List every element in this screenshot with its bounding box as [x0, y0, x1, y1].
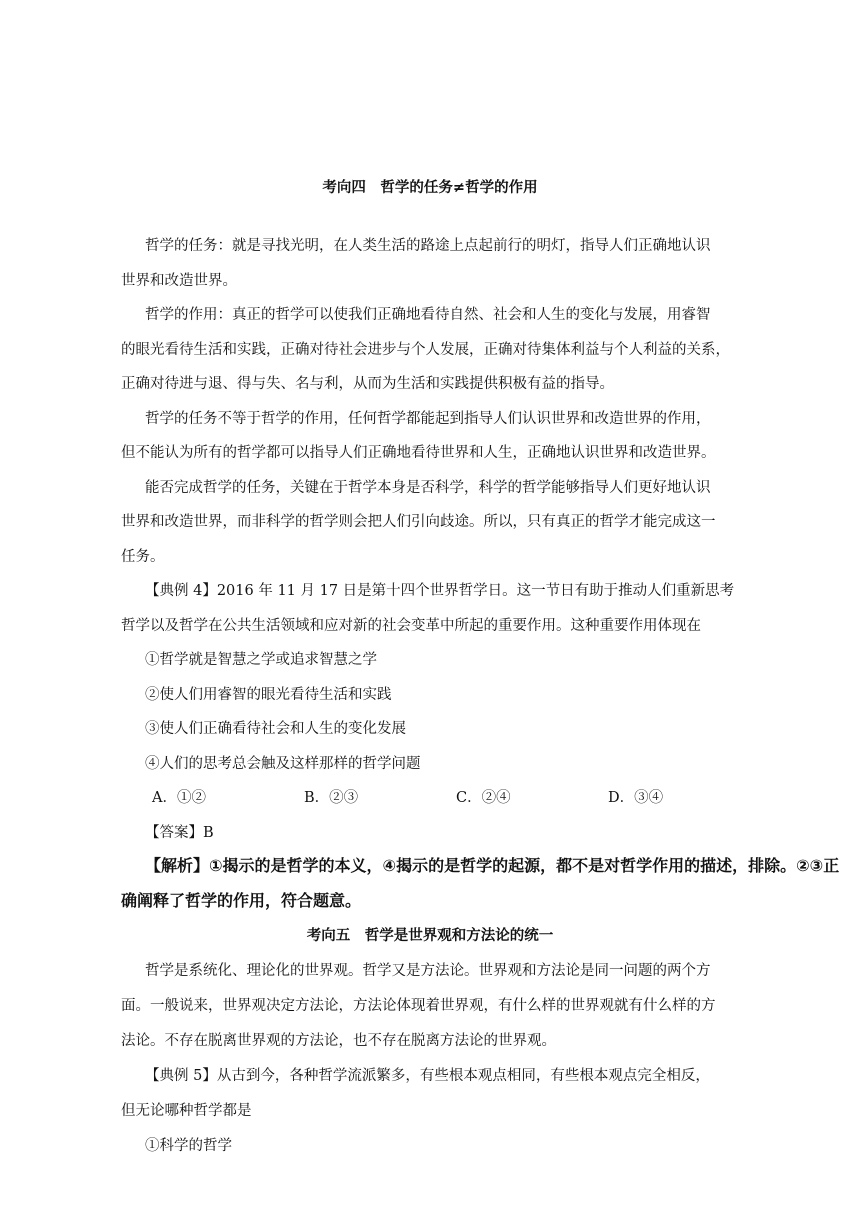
example-5-stem-line-1: 【典例 5】从古到今，各种哲学流派繁多，有些根本观点相同，有些根本观点完全相反， [145, 1068, 710, 1084]
section-4-heading: 考向四 哲学的任务≠哲学的作用 [322, 180, 538, 196]
example-4-option-c: C．②④ [456, 790, 511, 806]
para-complete-line-2: 世界和改造世界，而非科学的哲学则会把人们引向歧途。所以，只有真正的哲学才能完成这一 [121, 514, 716, 530]
para-role-line-1: 哲学的作用：真正的哲学可以使我们正确地看待自然、社会和人生的变化与发展，用睿智 [145, 307, 711, 323]
para-not-equal-line-2: 但不能认为所有的哲学都可以指导人们正确地看待世界和人生，正确地认识世界和改造世界。 [121, 445, 716, 461]
example-4-item-4: ④人们的思考总会触及这样那样的哲学问题 [145, 756, 421, 772]
example-4-item-3: ③使人们正确看待社会和人生的变化发展 [145, 721, 406, 737]
para-role-line-2: 的眼光看待生活和实践，正确对待社会进步与个人发展，正确对待集体利益与个人利益的关系， [121, 342, 730, 358]
para-role-line-3: 正确对待进与退、得与失、名与利，从而为生活和实践提供积极有益的指导。 [121, 376, 614, 392]
example-4-item-2: ②使人们用睿智的眼光看待生活和实践 [145, 687, 392, 703]
section-5-para-line-1: 哲学是系统化、理论化的世界观。哲学又是方法论。世界观和方法论是同一问题的两个方 [145, 963, 711, 979]
example-4-option-d: D．③④ [608, 790, 664, 806]
para-not-equal-line-1: 哲学的任务不等于哲学的作用，任何哲学都能起到指导人们认识世界和改造世界的作用， [145, 411, 711, 427]
example-4-option-a: A．①② [152, 790, 206, 806]
example-4-answer: 【答案】B [145, 825, 214, 841]
section-5-heading: 考向五 哲学是世界观和方法论的统一 [306, 928, 554, 944]
example-4-stem-line-2: 哲学以及哲学在公共生活领域和应对新的社会变革中所起的重要作用。这种重要作用体现在 [121, 618, 701, 634]
para-task-line-1: 哲学的任务：就是寻找光明，在人类生活的路途上点起前行的明灯，指导人们正确地认识 [145, 238, 711, 254]
para-task-line-2: 世界和改造世界。 [121, 273, 237, 289]
para-complete-line-3: 任务。 [121, 549, 165, 565]
example-4-option-b: B．②③ [304, 790, 359, 806]
section-5-para-line-3: 法论。不存在脱离世界观的方法论，也不存在脱离方法论的世界观。 [121, 1033, 556, 1049]
example-4-item-1: ①哲学就是智慧之学或追求智慧之学 [145, 652, 377, 668]
example-4-analysis-line-1: 【解析】①揭示的是哲学的本义，④揭示的是哲学的起源，都不是对哲学作用的描述，排除。②③正 [145, 856, 840, 875]
example-4-analysis-line-2: 确阐释了哲学的作用，符合题意。 [121, 891, 362, 910]
example-5-stem-line-2: 但无论哪种哲学都是 [121, 1103, 252, 1119]
para-complete-line-1: 能否完成哲学的任务，关键在于哲学本身是否科学，科学的哲学能够指导人们更好地认识 [145, 480, 711, 496]
example-5-item-1: ①科学的哲学 [145, 1138, 232, 1154]
example-4-stem-line-1: 【典例 4】2016 年 11 月 17 日是第十四个世界哲学日。这一节日有助于推动人们重新思考 [145, 583, 735, 599]
section-5-para-line-2: 面。一般说来，世界观决定方法论，方法论体现着世界观，有什么样的世界观就有什么样的方 [121, 998, 716, 1014]
